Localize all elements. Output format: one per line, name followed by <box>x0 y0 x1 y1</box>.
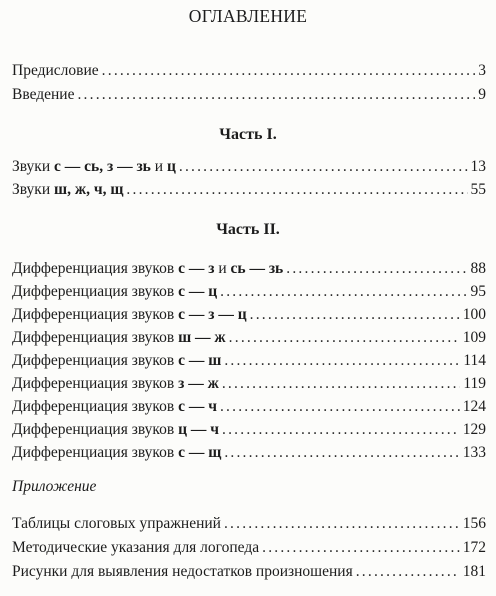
entry-page-number: 114 <box>463 352 486 369</box>
toc-entry[interactable] <box>12 563 486 585</box>
entry-page-number: 55 <box>470 181 486 198</box>
toc-entry[interactable] <box>12 539 486 561</box>
dot-leader <box>224 352 460 370</box>
toc-entry[interactable] <box>12 283 486 305</box>
dot-leader <box>262 539 460 557</box>
dot-leader <box>356 563 460 581</box>
toc-entry-introduction[interactable] <box>12 86 486 108</box>
toc-entry-preface[interactable] <box>12 62 486 84</box>
entry-page-number: 109 <box>462 329 486 346</box>
dot-leader <box>224 444 459 462</box>
entry-page-number: 119 <box>463 375 486 392</box>
toc-entry[interactable] <box>12 158 486 180</box>
toc-entry[interactable] <box>12 181 486 203</box>
entry-label: Дифференциация звуков с — з — ц <box>12 306 247 323</box>
toc-entry[interactable] <box>12 421 486 443</box>
entry-page-number: 100 <box>462 306 486 323</box>
dot-leader <box>126 181 467 199</box>
toc-entry[interactable] <box>12 260 486 282</box>
entry-page-number: 3 <box>478 62 486 79</box>
entry-label: Дифференциация звуков з — ж <box>12 375 219 392</box>
toc-entry[interactable] <box>12 444 486 466</box>
entry-page-number: 172 <box>462 539 486 556</box>
dot-leader <box>220 283 467 301</box>
entry-page-number: 156 <box>462 515 486 532</box>
dot-leader <box>77 86 475 104</box>
part-1-heading: Часть I. <box>219 126 277 143</box>
dot-leader <box>286 260 467 278</box>
dot-leader <box>222 421 460 439</box>
entry-label: Дифференциация звуков с — щ <box>12 444 222 461</box>
dot-leader <box>222 375 461 393</box>
dot-leader <box>220 398 460 416</box>
toc-entry[interactable] <box>12 375 486 397</box>
toc-entry[interactable] <box>12 306 486 328</box>
dot-leader <box>229 329 460 347</box>
toc-entry[interactable] <box>12 398 486 420</box>
toc-entry[interactable] <box>12 329 486 351</box>
entry-label: Введение <box>12 86 75 103</box>
dot-leader <box>179 158 468 176</box>
entry-label: Методические указания для логопеда <box>12 539 260 556</box>
entry-label: Звуки с — сь, з — зь и ц <box>12 158 176 175</box>
part-2-heading: Часть II. <box>216 221 280 238</box>
entry-label: Звуки ш, ж, ч, щ <box>12 181 124 198</box>
entry-label: Дифференциация звуков с — ц <box>12 283 218 300</box>
entry-label: Дифференциация звуков с — ш <box>12 352 222 369</box>
entry-label: Дифференциация звуков с — з и сь — зь <box>12 260 284 277</box>
dot-leader <box>224 515 460 533</box>
entry-label: Дифференциация звуков с — ч <box>12 398 217 415</box>
appendix-heading: Приложение <box>12 478 97 495</box>
entry-label: Дифференциация звуков ц — ч <box>12 421 220 438</box>
entry-label: Дифференциация звуков ш — ж <box>12 329 226 346</box>
entry-label: Рисунки для выявления недостатков произношения <box>12 563 353 580</box>
entry-label: Предисловие <box>12 62 99 79</box>
dot-leader <box>250 306 460 324</box>
entry-page-number: 88 <box>470 260 486 277</box>
entry-page-number: 124 <box>462 398 486 415</box>
entry-page-number: 95 <box>470 283 486 300</box>
dot-leader <box>102 62 476 80</box>
entry-page-number: 13 <box>470 158 486 175</box>
entry-page-number: 9 <box>478 86 486 103</box>
entry-page-number: 181 <box>462 563 486 580</box>
entry-page-number: 129 <box>462 421 486 438</box>
entry-page-number: 133 <box>462 444 486 461</box>
toc-title: ОГЛАВЛЕНИЕ <box>188 6 308 26</box>
toc-entry[interactable] <box>12 352 486 374</box>
entry-label: Таблицы слоговых упражнений <box>12 515 221 532</box>
toc-entry[interactable] <box>12 515 486 537</box>
